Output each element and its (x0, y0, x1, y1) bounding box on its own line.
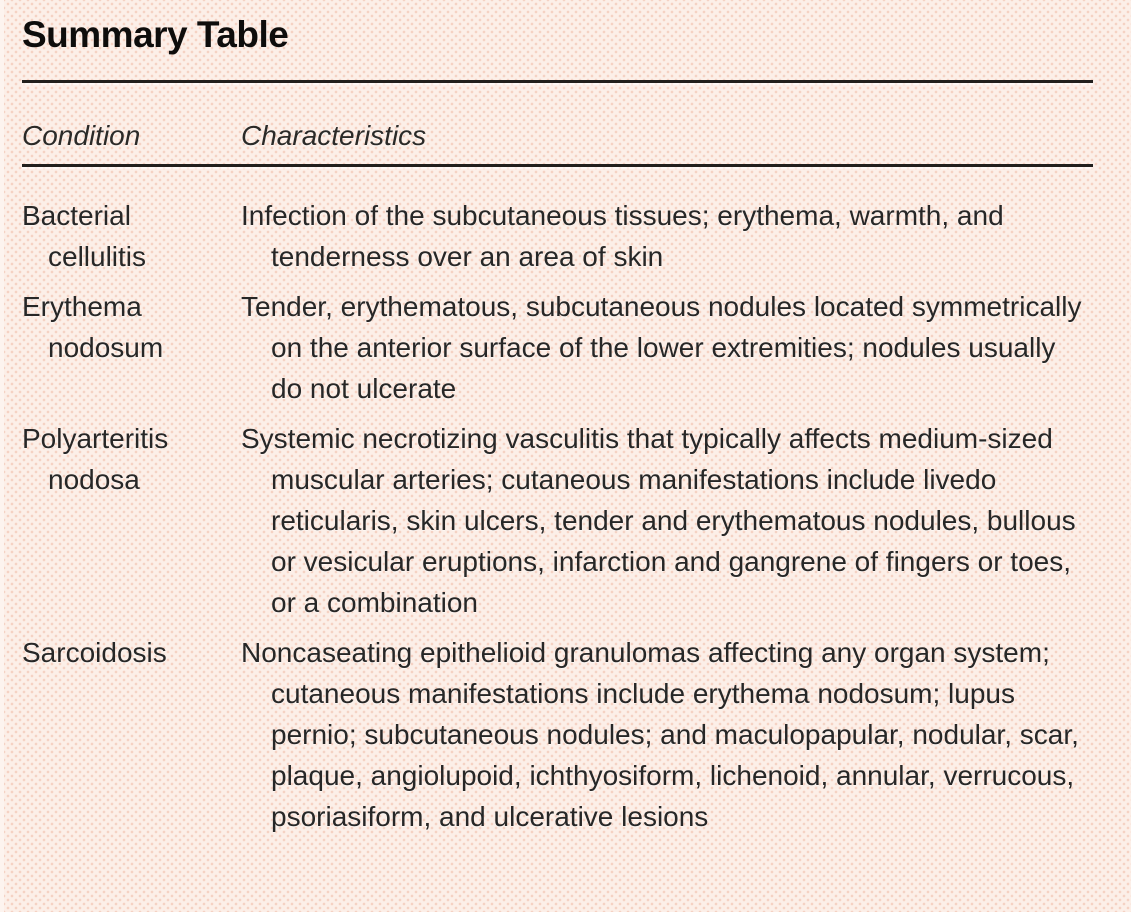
condition-cell: Sarcoidosis (22, 637, 167, 668)
table-row (22, 195, 1093, 277)
page-title: Summary Table (22, 14, 289, 55)
title-divider (22, 80, 1093, 83)
table-row (22, 418, 1093, 623)
characteristics-cell: Infection of the subcutaneous tissues; erythema, warmth, and tenderness over an area of skin (241, 200, 1004, 272)
column-header-characteristics: Characteristics (241, 120, 427, 151)
characteristics-cell: Noncaseating epithelioid granulomas affecting any organ system; cutaneous manifestations include erythema nodosum; lupus pernio; subcutaneous nodules; and maculopapular, nodular, scar, plaque, angiolupoid, ichthyosiform, lichenoid, annular, verrucous, psoriasiform, and ulcerative lesions (241, 637, 1079, 832)
condition-cell: Polyarteritis nodosa (22, 423, 169, 495)
characteristics-cell: Systemic necrotizing vasculitis that typically affects medium-sized muscular arteries; cutaneous manifestations include livedo reticularis, skin ulcers, tender and erythematous nodules, bullous or vesicular eruptions, infarction and gangrene of fingers or toes, or a combination (241, 423, 1076, 618)
table-row (22, 286, 1093, 409)
table-body (22, 195, 1093, 837)
table-row (22, 632, 1093, 837)
condition-cell: Erythema nodosum (22, 291, 164, 363)
table-header-row (22, 119, 1093, 153)
condition-cell: Bacterial cellulitis (22, 200, 147, 272)
header-divider (22, 164, 1093, 167)
characteristics-cell: Tender, erythematous, subcutaneous nodules located symmetrically on the anterior surface of the lower extremities; nodules usually do not ulcerate (241, 291, 1082, 404)
column-header-condition: Condition (22, 120, 141, 151)
